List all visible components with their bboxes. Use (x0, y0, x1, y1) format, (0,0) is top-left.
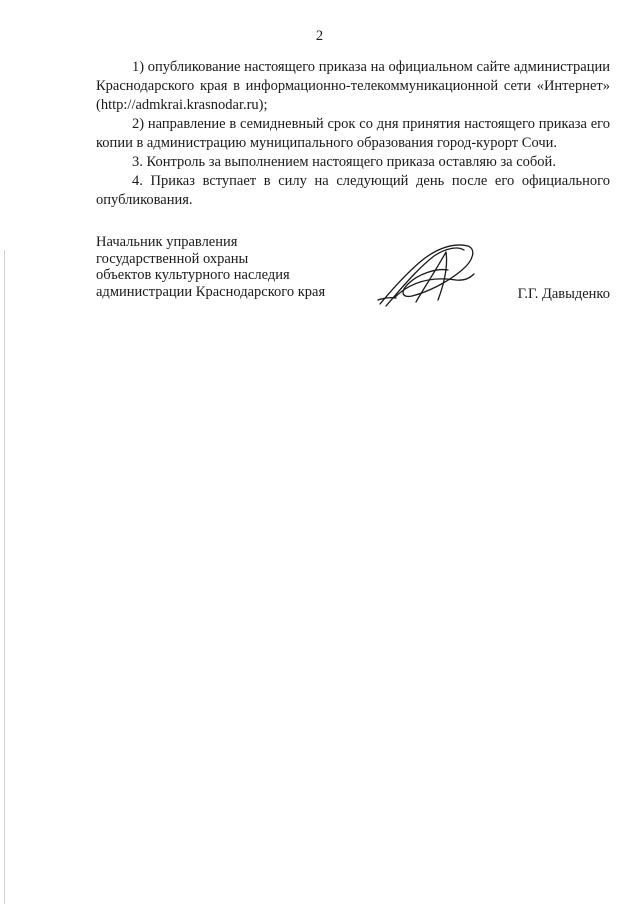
paragraph-effective-date: 4. Приказ вступает в силу на следующий день после его официального опубликования. (96, 173, 610, 208)
signer-position-line: администрации Краснодарского края (96, 283, 326, 300)
scan-edge-line (4, 250, 5, 904)
signer-position-line: государственной охраны (96, 250, 249, 267)
paragraph-copy-direction: 2) направление в семидневный срок со дня принятия настоящего приказа его копии в администрацию муниципального образования город-курорт Сочи. (96, 116, 610, 151)
signature-block (96, 234, 610, 324)
handwritten-signature-icon (376, 240, 480, 308)
paragraph-control: 3. Контроль за выполнением настоящего приказа оставляю за собой. (132, 154, 556, 170)
page-number: 2 (315, 28, 324, 44)
signer-position-line: Начальник управления (96, 234, 238, 250)
order-body (96, 58, 610, 210)
signer-name: Г.Г. Давыденко (517, 286, 610, 302)
signer-position-line: объектов культурного наследия (96, 267, 290, 283)
paragraph-publication: 1) опубликование настоящего приказа на официальном сайте администрации Краснодарского края в информационно-телекоммуникационной сети «Интернет» (http://admkrai.krasnodar.ru); (96, 59, 610, 113)
